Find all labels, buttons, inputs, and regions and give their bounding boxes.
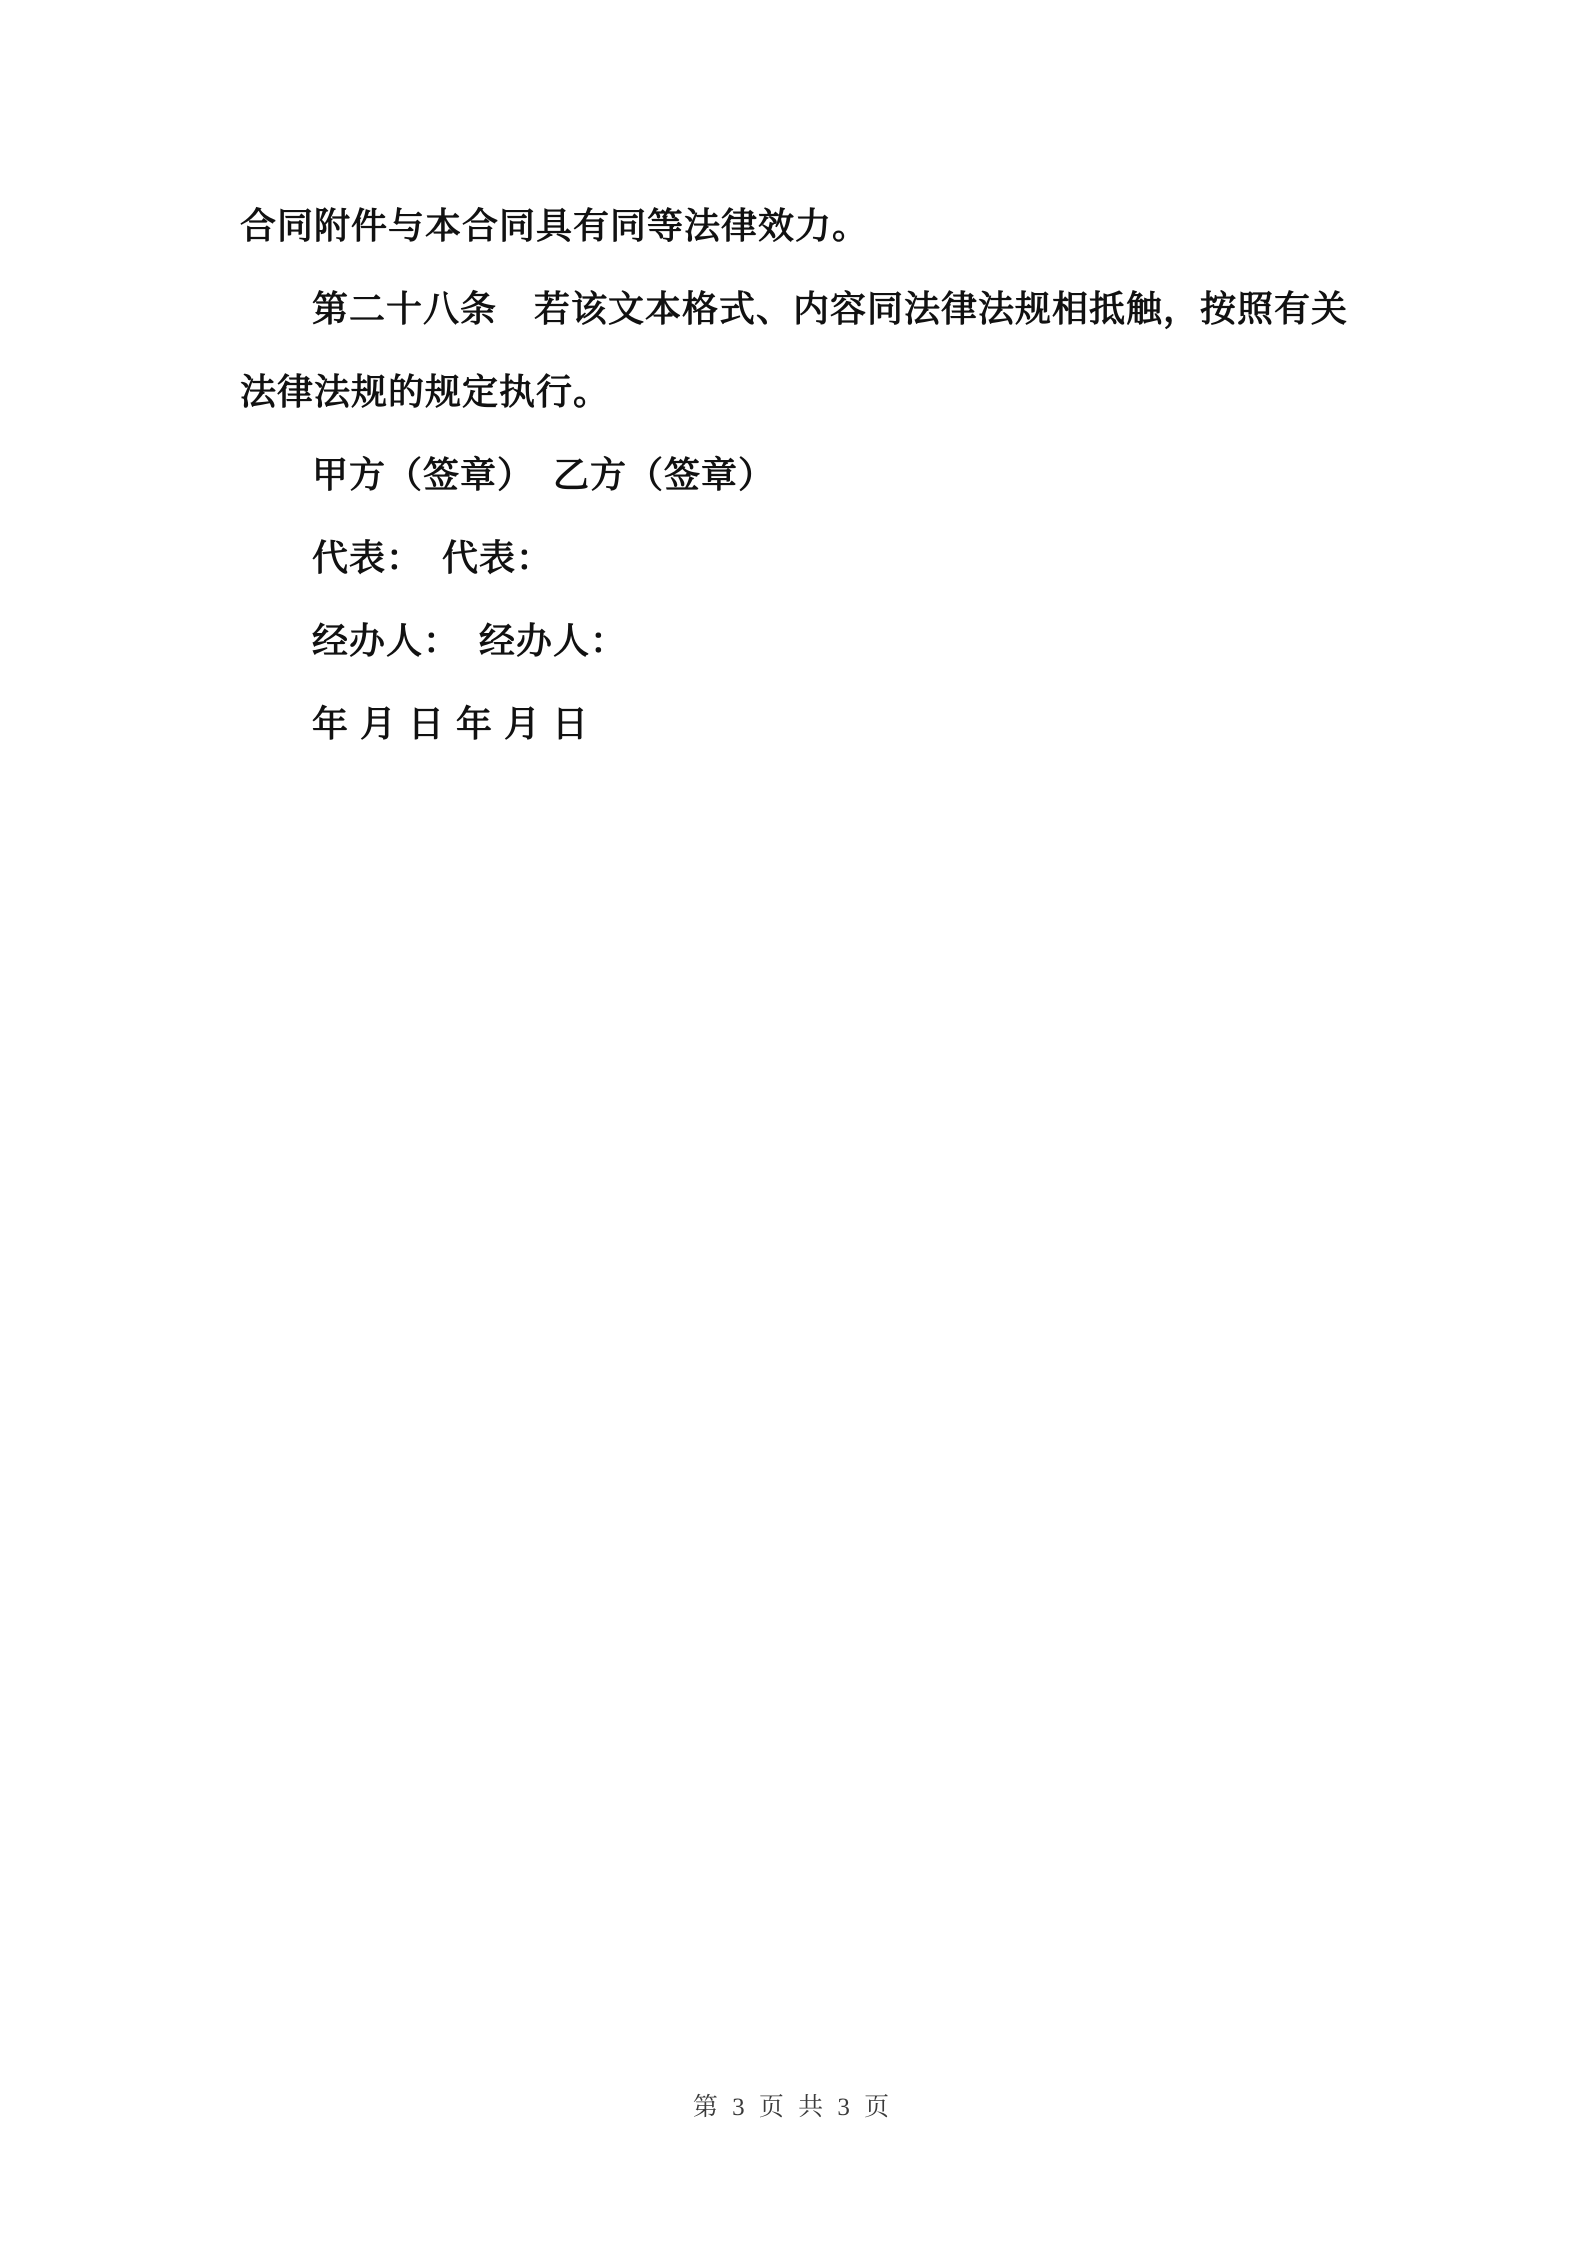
article-28-line-1: 第二十八条 若该文本格式、内容同法律法规相抵触，按照有关 [312,288,1349,329]
representative-line: 代表： 代表： [312,537,554,578]
article-28-line-2: 法律法规的规定执行。 [240,371,611,412]
paragraph-continuation-line: 合同附件与本合同具有同等法律效力。 [240,205,870,246]
page-number-footer: 第 3 页 共 3 页 [692,2094,894,2121]
date-line: 年 月 日 年 月 日 [312,703,590,744]
signature-party-line: 甲方（签章） 乙方（签章） [312,454,776,495]
document-body [240,184,1350,765]
handler-line: 经办人： 经办人： [312,620,628,661]
